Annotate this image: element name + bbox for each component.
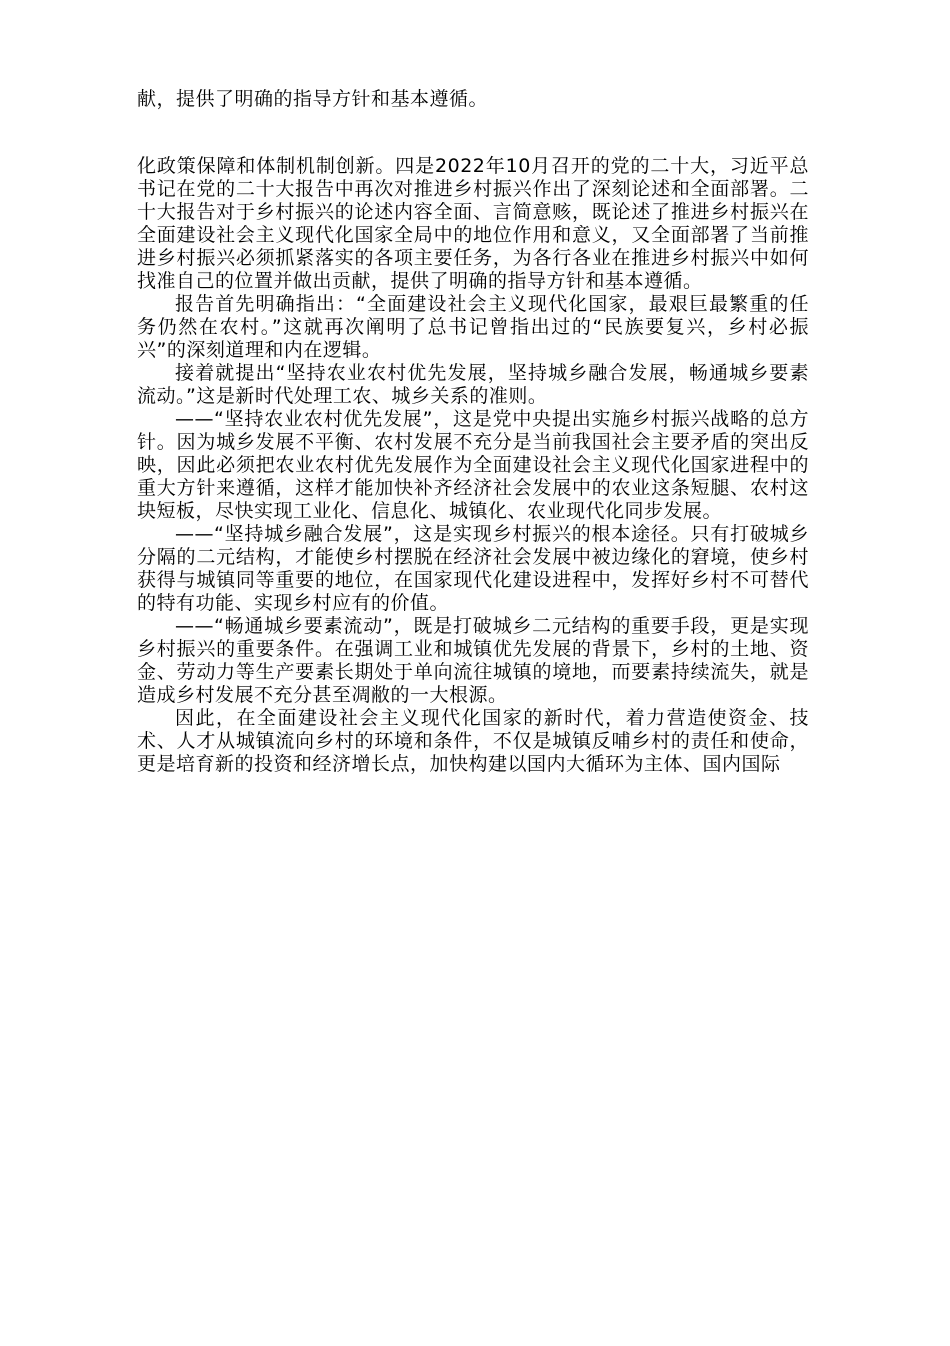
paragraph-7: ——“畅通城乡要素流动”，既是打破城乡二元结构的重要手段，更是实现乡村振兴的重要条件。在强调工业和城镇优先发展的背景下，乡村的土地、资金、劳动力等生产要素长期处于单向流往城镇的境地，而要素持续流失，就是造成乡村发展不充分甚至凋敝的一大根源。 bbox=[137, 615, 809, 706]
paragraph-5: ——“坚持农业农村优先发展”，这是党中央提出实施乡村振兴战略的总方针。因为城乡发展不平衡、农村发展不充分是当前我国社会主要矛盾的突出反映，因此必须把农业农村优先发展作为全面建设社会主义现代化国家进程中的重大方针来遵循，这样才能加快补齐经济社会发展中的农业这条短腿、农村这块短板，尽快实现工业化、信息化、城镇化、农业现代化同步发展。 bbox=[137, 408, 809, 522]
paragraph-3: 报告首先明确指出：“全面建设社会主义现代化国家，最艰巨最繁重的任务仍然在农村。”这就再次阐明了总书记曾指出过的“民族要复兴，乡村必振兴”的深刻道理和内在逻辑。 bbox=[137, 293, 809, 361]
document-body bbox=[137, 88, 809, 776]
paragraph-1: 献，提供了明确的指导方针和基本遵循。 bbox=[137, 88, 489, 110]
paragraph-8: 因此，在全面建设社会主义现代化国家的新时代，着力营造使资金、技术、人才从城镇流向乡村的环境和条件，不仅是城镇反哺乡村的责任和使命，更是培育新的投资和经济增长点，加快构建以国内大循环为主体、国内国际 bbox=[137, 707, 809, 775]
paragraph-6: ——“坚持城乡融合发展”，这是实现乡村振兴的根本途径。只有打破城乡分隔的二元结构，才能使乡村摆脱在经济社会发展中被边缘化的窘境，使乡村获得与城镇同等重要的地位，在国家现代化建设进程中，发挥好乡村不可替代的特有功能、实现乡村应有的价值。 bbox=[137, 523, 809, 614]
paragraph-4: 接着就提出“坚持农业农村优先发展，坚持城乡融合发展，畅通城乡要素流动。”这是新时代处理工农、城乡关系的准则。 bbox=[137, 362, 809, 407]
paragraph-2: 化政策保障和体制机制创新。四是2022年10月召开的党的二十大，习近平总书记在党的二十大报告中再次对推进乡村振兴作出了深刻论述和全面部署。二十大报告对于乡村振兴的论述内容全面、言简意赅，既论述了推进乡村振兴在全面建设社会主义现代化国家全局中的地位作用和意义，又全面部署了当前推进乡村振兴必须抓紧落实的各项主要任务，为各行各业在推进乡村振兴中如何找准自己的位置并做出贡献，提供了明确的指导方针和基本遵循。 bbox=[137, 155, 809, 292]
